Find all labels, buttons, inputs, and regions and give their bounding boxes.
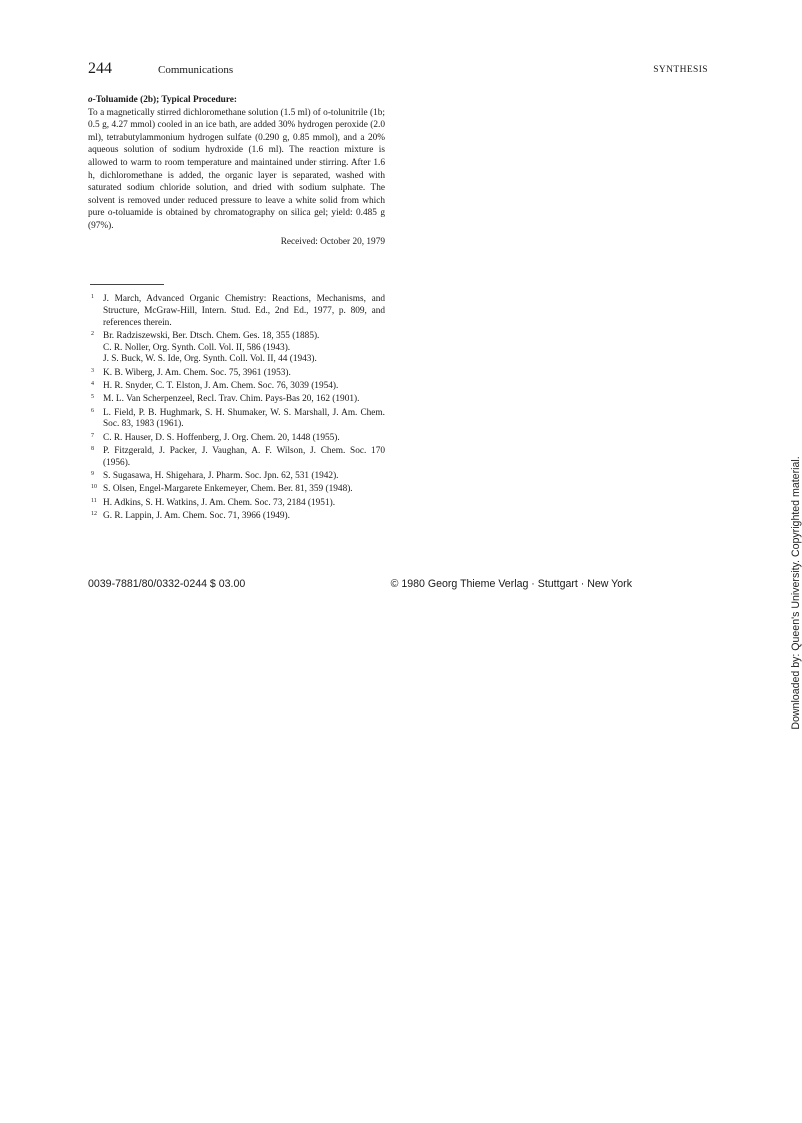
reference-item (88, 368, 385, 380)
reference-number: 11 (91, 497, 97, 504)
reference-text: S. Olsen, Engel-Margarete Enkemeyer, Chem. Ber. 81, 359 (1948). (103, 484, 353, 495)
reference-number: 9 (91, 471, 94, 478)
journal-name: SYNTHESIS (653, 65, 708, 75)
reference-text: C. R. Noller, Org. Synth. Coll. Vol. II, 586 (1943). (103, 342, 291, 353)
reference-item (88, 471, 385, 483)
reference-item (88, 294, 385, 329)
procedure-text: To a magnetically stirred dichloromethane solution (1.5 ml) of o-tolunitrile (1b; 0.5 g, 4.27 mmol) cooled in an ice bath, are added 30% hydrogen peroxide (2.0 ml), tetrabutylammonium hydrogen sulfate (0.290 g, 0.85 mmol), and a 20% aqueous solution of sodium hydroxide (1.6 ml). The reaction mixture is allowed to warm to room temperature and maintained under stirring. After 1.6 h, dichloromethane is added, the organic layer is separated, washed with saturated sodium chloride solution, and dried with sodium sulphate. The solvent is removed under reduced pressure to leave a white solid from which pure o-toluamide is obtained by chromatography on silica gel; yield: 0.485 g (97%). (88, 107, 385, 231)
reference-item (88, 484, 385, 496)
reference-text: M. L. Van Scherpenzeel, Recl. Trav. Chim. Pays-Bas 20, 162 (1901). (103, 394, 360, 405)
procedure-heading (88, 94, 385, 107)
section-name: Communications (158, 64, 234, 76)
reference-text: S. Sugasawa, H. Shigehara, J. Pharm. Soc. Jpn. 62, 531 (1942). (103, 471, 339, 482)
reference-text: P. Fitzgerald, J. Packer, J. Vaughan, A. F. Wilson, J. Chem. Soc. 170 (1956). (103, 446, 385, 468)
procedure-section (88, 94, 385, 248)
reference-list (88, 294, 385, 524)
reference-item (88, 433, 385, 445)
reference-text: L. Field, P. B. Hughmark, S. H. Shumaker, W. S. Marshall, J. Am. Chem. Soc. 83, 1983 (1961). (103, 407, 385, 430)
issn-price: 0039-7881/80/0332-0244 $ 03.00 (88, 578, 246, 590)
watermark-text: Downloaded by: Queen's University. Copyrighted material. (790, 456, 802, 730)
page-number: 244 (88, 60, 112, 77)
received-date: Received: October 20, 1979 (280, 236, 385, 247)
reference-text: G. R. Lappin, J. Am. Chem. Soc. 71, 3966 (1949). (103, 511, 290, 522)
reference-item (88, 511, 385, 523)
reference-number: 4 (91, 381, 94, 388)
reference-number: 8 (91, 446, 94, 453)
reference-text: C. R. Hauser, D. S. Hoffenberg, J. Org. Chem. 20, 1448 (1955). (103, 432, 340, 443)
reference-number: 10 (91, 484, 97, 491)
reference-number: 1 (91, 294, 94, 300)
reference-text: H. R. Snyder, C. T. Elston, J. Am. Chem. Soc. 76, 3039 (1954). (103, 381, 339, 392)
reference-text: H. Adkins, S. H. Watkins, J. Am. Chem. Soc. 73, 2184 (1951). (103, 497, 336, 508)
running-head (88, 62, 708, 82)
reference-item (88, 446, 385, 470)
reference-text: Br. Radziszewski, Ber. Dtsch. Chem. Ges. 18, 355 (1885). (103, 330, 320, 341)
reference-number: 7 (91, 432, 94, 439)
copyright-notice: © 1980 Georg Thieme Verlag · Stuttgart · New York (390, 578, 632, 590)
reference-item (88, 394, 385, 406)
reference-number: 2 (91, 330, 94, 337)
reference-item (88, 408, 385, 432)
footnote-rule (90, 284, 164, 285)
reference-number: 5 (91, 394, 94, 401)
reference-item (88, 331, 385, 366)
reference-text: K. B. Wiberg, J. Am. Chem. Soc. 75, 3961 (1953). (103, 367, 291, 378)
reference-text: J. March, Advanced Organic Chemistry: Reactions, Mechanisms, and Structure, McGraw-Hill, Intern. Stud. Ed., 2nd Ed., 1977, p. 809, and references therein. (103, 294, 385, 328)
procedure-heading-rest: -Toluamide (2b); Typical Procedure: (92, 95, 238, 105)
reference-number: 3 (91, 367, 94, 374)
reference-number: 6 (91, 407, 94, 414)
reference-item (88, 498, 385, 510)
reference-text: J. S. Buck, W. S. Ide, Org. Synth. Coll. Vol. II, 44 (1943). (103, 354, 317, 365)
reference-item (88, 381, 385, 393)
reference-number: 12 (91, 511, 97, 518)
procedure-heading-prefix: o (88, 95, 93, 105)
